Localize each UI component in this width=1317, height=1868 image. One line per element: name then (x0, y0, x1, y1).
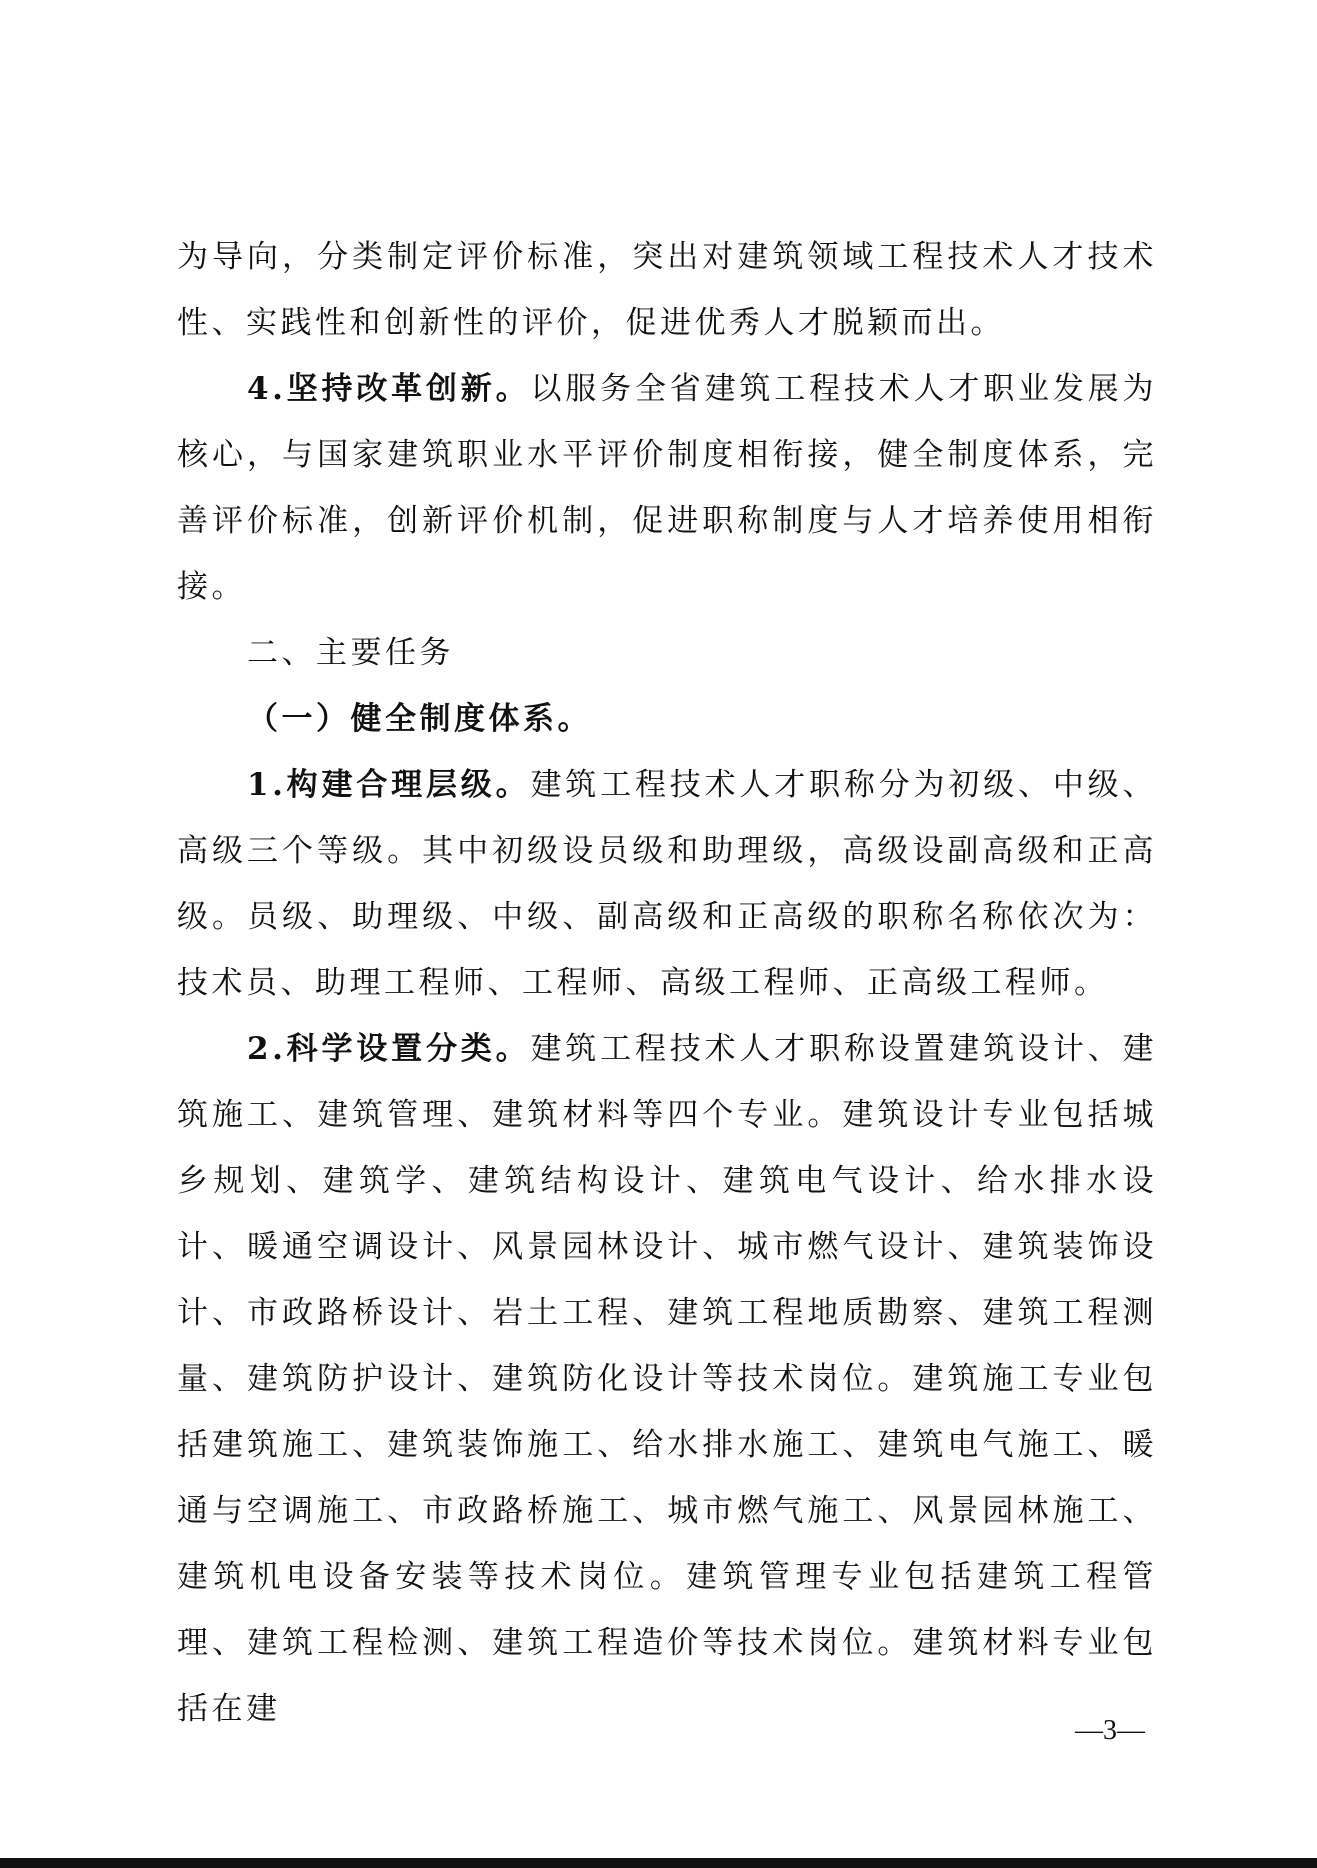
paragraph-text: 建筑工程技术人才职称设置建筑设计、建筑施工、建筑管理、建筑材料等四个专业。建筑设计专业包括城乡规划、建筑学、建筑结构设计、建筑电气设计、给水排水设计、暖通空调设计、风景园林设计、城市燃气设计、建筑装饰设计、市政路桥设计、岩土工程、建筑工程地质勘察、建筑工程测量、建筑防护设计、建筑防化设计等技术岗位。建筑施工专业包括建筑施工、建筑装饰施工、给水排水施工、建筑电气施工、暖通与空调施工、市政路桥施工、城市燃气施工、风景园林施工、建筑机电设备安装等技术岗位。建筑管理专业包括建筑工程管理、建筑工程检测、建筑工程造价等技术岗位。建筑材料专业包括在建 (177, 1031, 1157, 1727)
paragraph-text: 建筑工程技术人才职称分为初级、中级、高级三个等级。其中初级设员级和助理级，高级设副高级和正高级。员级、助理级、中级、副高级和正高级的职称名称依次为：技术员、助理工程师、工程师、高级工程师、正高级工程师。 (177, 767, 1157, 1001)
paragraph-text: 为导向，分类制定评价标准，突出对建筑领域工程技术人才技术性、实践性和创新性的评价，促进优秀人才脱颖而出。 (177, 239, 1157, 341)
paragraph-text: 以服务全省建筑工程技术人才职业发展为核心，与国家建筑职业水平评价制度相衔接，健全制度体系，完善评价标准，创新评价机制，促进职称制度与人才培养使用相衔接。 (177, 371, 1157, 605)
page-number: —3— (1075, 1715, 1145, 1746)
paragraph-lead: 4.坚持改革创新。 (247, 371, 531, 407)
paragraph-reform-innovation (177, 356, 1157, 620)
paragraph-lead: 1.构建合理层级。 (247, 767, 531, 803)
paragraph-levels (177, 752, 1157, 1016)
section-heading: 二、主要任务 (247, 635, 454, 671)
bottom-border (0, 1858, 1317, 1868)
paragraph-continuation (177, 224, 1157, 356)
paragraph-lead: 2.科学设置分类。 (247, 1031, 531, 1067)
document-body (177, 224, 1157, 1742)
paragraph-classification (177, 1016, 1157, 1742)
subsection-heading: （一）健全制度体系。 (247, 701, 592, 737)
